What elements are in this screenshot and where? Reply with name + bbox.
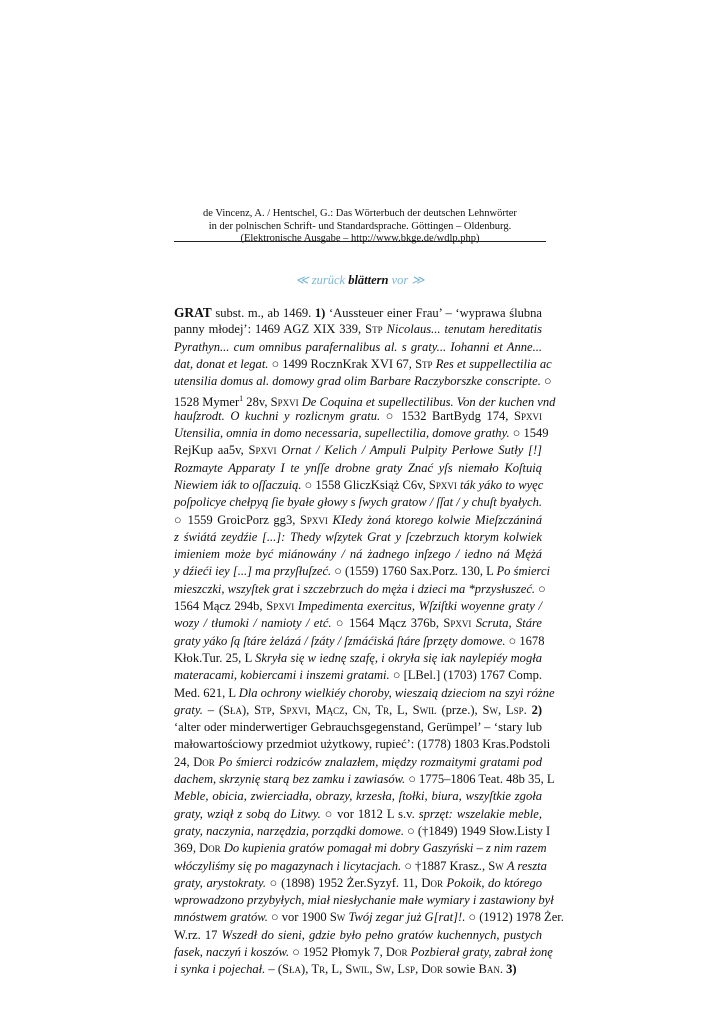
entry-line: dachem, skrzynię starą bez zamku i zawiasów. ○ 1775–1806 Teat. 48b 35, L: [174, 772, 555, 787]
entry-line: małowartościowy przedmiot użytkowy, rupieć’: (1778) 1803 Kras.Podstoli: [174, 737, 551, 752]
entry-line: graty, arystokraty. ○ (1898) 1952 Żer.Syzyf. 11, Dor Pokoik, do którego: [174, 875, 543, 890]
entry-line: graty, naczynia, narzędzia, porządki domowe. ○ (†1849) 1949 Słow.Listy I: [174, 823, 551, 838]
entry-line: 1528 Mymer$^1$ 28v, Spxvi De Coquina et supellectilibus. Von der kuchen vnd: [174, 394, 556, 410]
entry-line: ‘alter oder minderwertiger Gebrauchsgegenstand, Gerümpel’ – ‘stary lub: [174, 720, 542, 735]
entry-line: 369, Dor Do kupienia gratów pomagał mi dobry Gaszyński – z nim razem: [174, 841, 547, 856]
citation-line-2: in der polnischen Schrift- und Standardsprache. Göttingen – Oldenburg.: [208, 220, 512, 232]
entry-line: z świátá zeydźie [...]: Thedy wſzytek Grat y ſczebrzuch ktorym kolwiek: [174, 529, 542, 544]
entry-line: RejKup aa5v, Spxvi Ornat / Kelich / Ampuli Pulpity Perłowe Sutły [!]: [174, 443, 542, 458]
entry-line: Niewiem iák to oſſaczuią. ○ 1558 GliczKsiąż C6v, Spxvi ták yáko to wyęc: [174, 477, 544, 492]
entry-line: poſpolicye chełpyą ſie byałe głowy s ſwych gratow / ſſat / y chuſt byałych.: [174, 495, 542, 510]
page-navigation: [174, 272, 546, 288]
entry-line: Kłok.Tur. 25, L Skryła się w iednę szafę, i okryła się iak naylepiéy mogła: [174, 650, 542, 665]
entry-line: GRAT subst. m., ab 1469. 1) ‘Aussteuer einer Frau’ – ‘wyprawa ślubna: [174, 305, 542, 320]
entry-line: graty yáko ſą ſtáre żelázá / ſzáty / ſzmáćiská ſtáre ſprzęty domowe. ○ 1678: [174, 633, 545, 648]
citation-line-3: (Elektronische Ausgabe – http://www.bkge.de/wdlp.php): [240, 233, 480, 245]
header-divider: [174, 241, 546, 242]
entry-line: wprowadzono przybyłych, miał niesłychanie małe wymiary i zastawiony był: [174, 893, 554, 908]
entry-line: mieszczki, wszyſtek grat i szczebrzuch do męża i dzieci ma *przysłuszeć. ○: [174, 581, 546, 596]
entry-line: materacami, kobiercami i inszemi gratami. ○ [LBel.] (1703) 1767 Comp.: [174, 668, 542, 683]
back-link[interactable]: ≪ zurück: [295, 273, 346, 287]
forward-link[interactable]: vor ≫: [391, 273, 425, 287]
entry-line: graty. – (Sła), Stp, Spxvi, Mącz, Cn, Tr, L, Swil (prze.), Sw, Lsp. 2): [174, 702, 543, 717]
entry-line: Rozmayte Apparaty I te ynſſe drobne graty Znać yſs niemało Koſtuią: [174, 460, 542, 475]
entry-line: dat, donat et legat. ○ 1499 RocznKrak XVI 67, Stp Res et suppellectilia ac: [174, 356, 552, 371]
entry-line: i synka i pojechał. – (Sła), Tr, L, Swil, Sw, Lsp, Dor sowie Ban. 3): [174, 962, 517, 977]
browse-link[interactable]: blättern: [348, 273, 389, 287]
entry-line: 24, Dor Po śmierci rodziców znalazłem, między rozmaitymi gratami pod: [174, 754, 542, 769]
entry-line: panny młodej’: 1469 AGZ XIX 339, Stp Nicolaus... tenutam hereditatis: [174, 322, 542, 337]
entry-line: utensilia domus al. domowy grad olim Barbare Raczyborszke conscripte. ○: [174, 374, 552, 389]
entry-line: ○ 1559 GroicPorz gg3, Spxvi KIedy żoná ktorego kolwie Mieſzczániná: [174, 512, 542, 527]
entry-line: graty, wziął z sobą do Litwy. ○ vor 1812 L s.v. sprzęt: wszelakie meble,: [174, 806, 542, 821]
entry-line: Utensilia, omnia in domo necessaria, supellectilia, domove grathy. ○ 1549: [174, 426, 549, 441]
entry-line: Meble, obicia, zwierciadła, obrazy, krzesła, ſtołki, biura, wszyſtkie zgoła: [174, 789, 542, 804]
entry-line: wozy / tłumoki / namioty / etć. ○ 1564 Mącz 376b, Spxvi Scruta, Stáre: [174, 616, 542, 631]
entry-line: hauſzrodt. O kuchni y rozlicnym gratu. ○ 1532 BartBydg 174, Spxvi: [174, 408, 542, 423]
entry-line: Pyrathyn... cum omnibus parafernalibus al. s graty... Iohanni et Anne...: [174, 339, 542, 354]
entry-line: W.rz. 17 Wszedł do sieni, gdzie było pełno gratów kuchennych, pustych: [174, 927, 543, 942]
entry-line: włóczyliśmy się po magazynach i licytacjach. ○ †1887 Krasz., Sw A reszta: [174, 858, 547, 873]
entry-line: fasek, naczyń i koszów. ○ 1952 Płomyk 7, Dor Pozbierał graty, zabrał żonę: [174, 944, 553, 959]
entry-line: imieniem może być miánowány / ná żadnego inſzego / iedno ná Mężá: [174, 547, 542, 562]
entry-line: y dźieći iey [...] ma przyſłuſzeć. ○ (1559) 1760 Sax.Porz. 130, L Po śmierci: [174, 564, 551, 579]
entry-line: Med. 621, L Dla ochrony wielkiéy choroby, wieszaią dzieciom na szyi różne: [174, 685, 555, 700]
entry-line: 1564 Mącz 294b, Spxvi Impedimenta exercitus, Wſziſtki woyenne graty /: [174, 599, 542, 614]
entry-line: mnóstwem gratów. ○ vor 1900 Sw Twój zegar już G[rat]!. ○ (1912) 1978 Żer.: [174, 910, 564, 925]
dictionary-entry: [174, 304, 564, 979]
citation-line-1: de Vincenz, A. / Hentschel, G.: Das Wörterbuch der deutschen Lehnwörter: [203, 208, 517, 219]
